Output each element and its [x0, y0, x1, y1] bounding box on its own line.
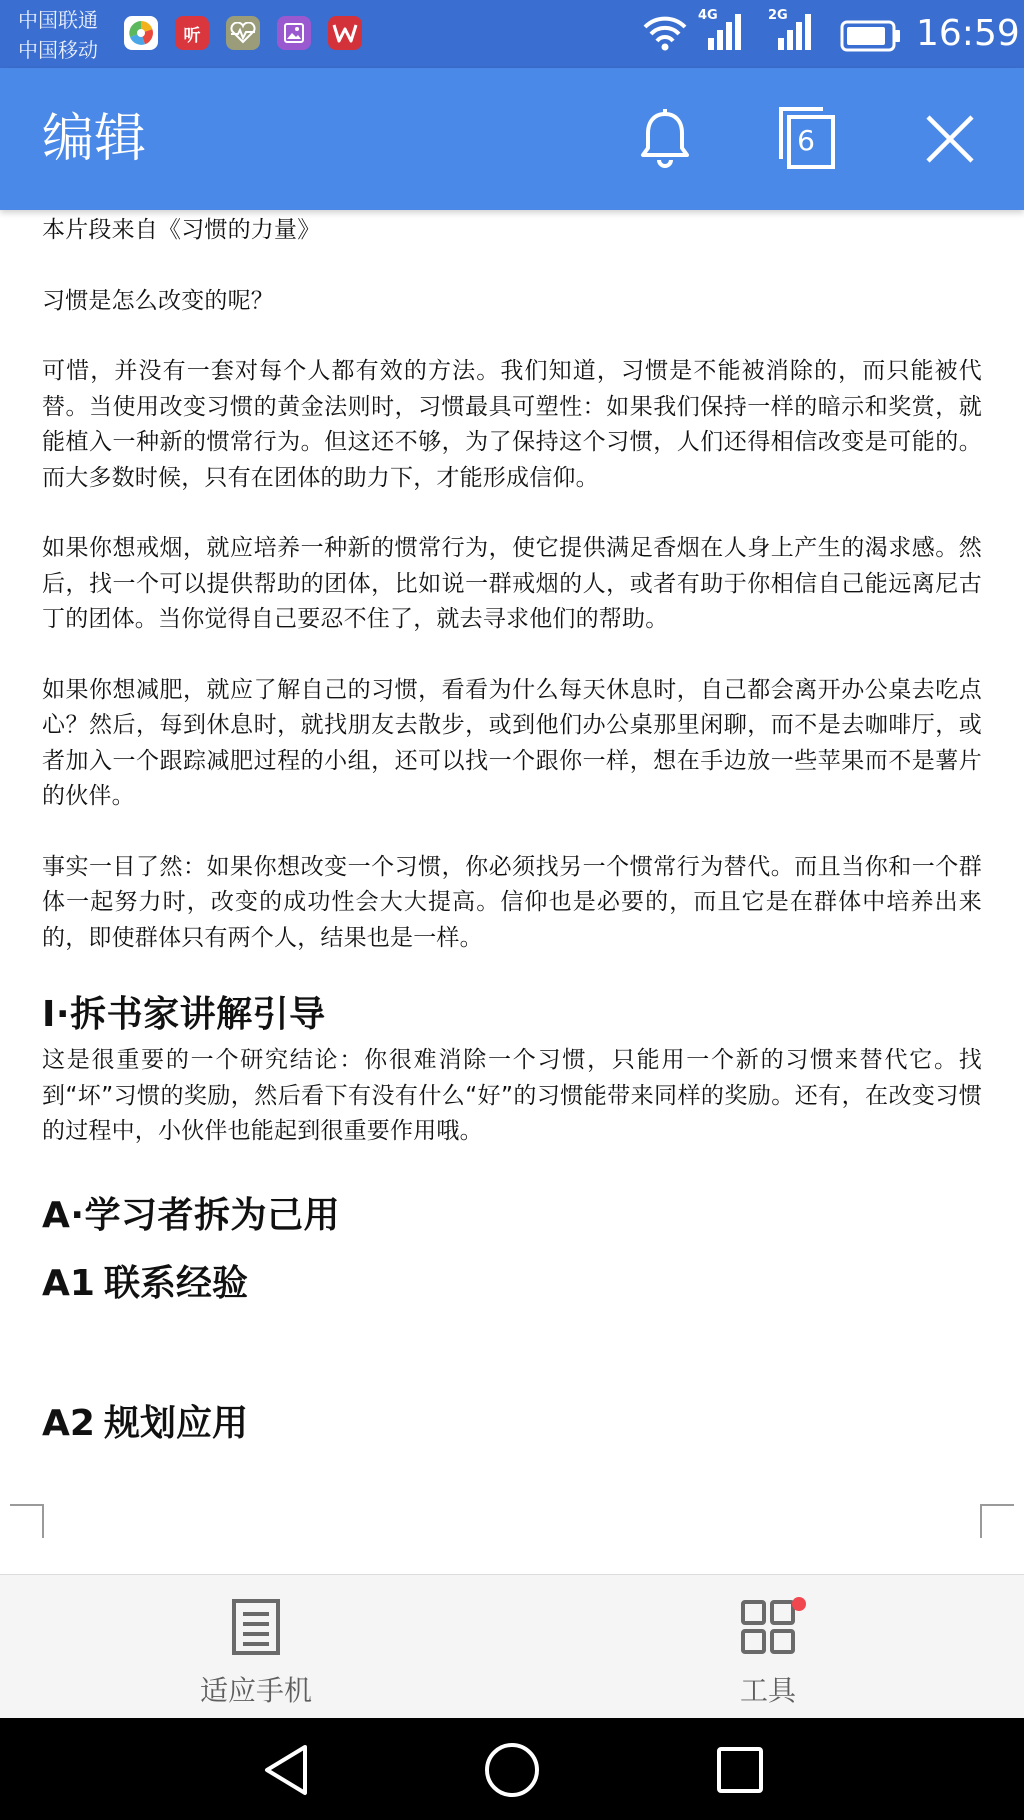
carrier-name-2: 中国移动: [18, 38, 98, 62]
body-paragraph: 事实一目了然：如果你想改变一个习惯，你必须找另一个惯常行为替代。而且当你和一个群体一起努力时，改变的成功性会大大提高。信仰也是必要的，而且它是在群体中培养出来的，即使群体只有两个人，结果也是一样。: [42, 853, 982, 951]
status-clock: 16:59: [916, 13, 1020, 54]
page-title: 编辑: [42, 109, 147, 169]
document-view[interactable]: [0, 210, 1024, 1574]
section-a1-heading: [42, 1260, 982, 1308]
body-paragraph: 可惜，并没有一套对每个人都有效的方法。我们知道，习惯是不能被消除的，而只能被代替。当使用改变习惯的黄金法则时，习惯最具可塑性：如果我们保持一样的暗示和奖赏，就能植入一种新的惯常行为。但这还不够，为了保持这个习惯，人们还得相信改变是可能的。而大多数时候，只有在团体的助力下，才能形成信仰。: [42, 358, 982, 491]
network-type-2: 2G: [768, 8, 788, 23]
tools-label: 工具: [739, 1674, 796, 1707]
guide-heading: I·拆书家讲解引导: [42, 994, 326, 1035]
gallery-app-icon: [277, 16, 311, 50]
page-corner-mark-right: [980, 1504, 1014, 1538]
title-bar: [0, 68, 1024, 210]
recent-square-icon: [715, 1745, 765, 1795]
new-badge-dot: [792, 1597, 806, 1611]
document-lines-icon: [226, 1597, 286, 1657]
page-corner-mark-left: [10, 1504, 44, 1538]
navigation-bar: [0, 1718, 1024, 1820]
bottom-toolbar: [0, 1574, 1024, 1719]
status-bar: [0, 0, 1024, 68]
home-button[interactable]: [480, 1740, 544, 1800]
close-icon: [924, 113, 976, 165]
recent-apps-button[interactable]: [708, 1740, 772, 1800]
network-type-1: 4G: [698, 8, 718, 23]
browser-app-icon: [124, 16, 158, 50]
pages-button[interactable]: [772, 106, 842, 172]
signal-strength-icon: [766, 8, 812, 58]
grid-tools-icon: [738, 1597, 798, 1657]
wps-app-icon: [328, 16, 362, 50]
tools-button[interactable]: [668, 1575, 868, 1719]
section-a2-heading: [42, 1400, 982, 1448]
learner-heading: A·学习者拆为己用: [42, 1194, 341, 1236]
section-a2-number: A2: [42, 1402, 95, 1444]
back-button[interactable]: [254, 1740, 318, 1800]
listen-app-icon: 听: [175, 16, 209, 50]
fit-phone-label: 适应手机: [199, 1674, 312, 1707]
body-paragraph: 如果你想减肥，就应了解自己的习惯，看看为什么每天休息时，自己都会离开办公桌去吃点心？然后，每到休息时，就找朋友去散步，或到他们办公桌那里闲聊，而不是去咖啡厅，或者加入一个跟踪减肥过程的小组，还可以找一个跟你一样，想在手边放一些苹果而不是薯片的伙伴。: [42, 676, 982, 809]
guide-paragraph: 这是很重要的一个研究结论：你很难消除一个习惯，只能用一个新的习惯来替代它。找到“坏”习惯的奖励，然后看下有没有什么“好”的习惯能带来同样的奖励。还有，在改变习惯的过程中，小伙伴也能起到很重要作用哦。: [42, 1047, 982, 1144]
signal-strength-icon: [696, 8, 742, 58]
health-app-icon: [226, 16, 260, 50]
wifi-icon: [642, 14, 688, 56]
pages-count: 6: [797, 124, 815, 157]
home-circle-icon: [483, 1741, 541, 1799]
body-paragraph: 如果你想戒烟，就应培养一种新的惯常行为，使它提供满足香烟在人身上产生的渴求感。然后，找一个可以提供帮助的团体，比如说一群戒烟的人，或者有助于你相信自己能远离尼古丁的团体。当你觉得自己要忍不住了，就去寻求他们的帮助。: [42, 535, 982, 632]
bell-icon: [638, 108, 692, 170]
source-line: 本片段来自《习惯的力量》: [42, 217, 321, 243]
close-button[interactable]: [915, 106, 985, 172]
section-a1-number: A1: [42, 1262, 95, 1304]
notification-button[interactable]: [630, 106, 700, 172]
battery-icon: [840, 20, 902, 56]
notification-app-icons: [124, 16, 362, 50]
fit-phone-button[interactable]: [156, 1575, 356, 1719]
question-line: 习惯是怎么改变的呢？: [42, 287, 274, 314]
back-triangle-icon: [261, 1743, 311, 1797]
carrier-name-1: 中国联通: [18, 8, 98, 32]
section-a1-title: 联系经验: [104, 1262, 249, 1304]
section-a2-title: 规划应用: [104, 1402, 249, 1444]
document-content: [42, 210, 982, 1448]
